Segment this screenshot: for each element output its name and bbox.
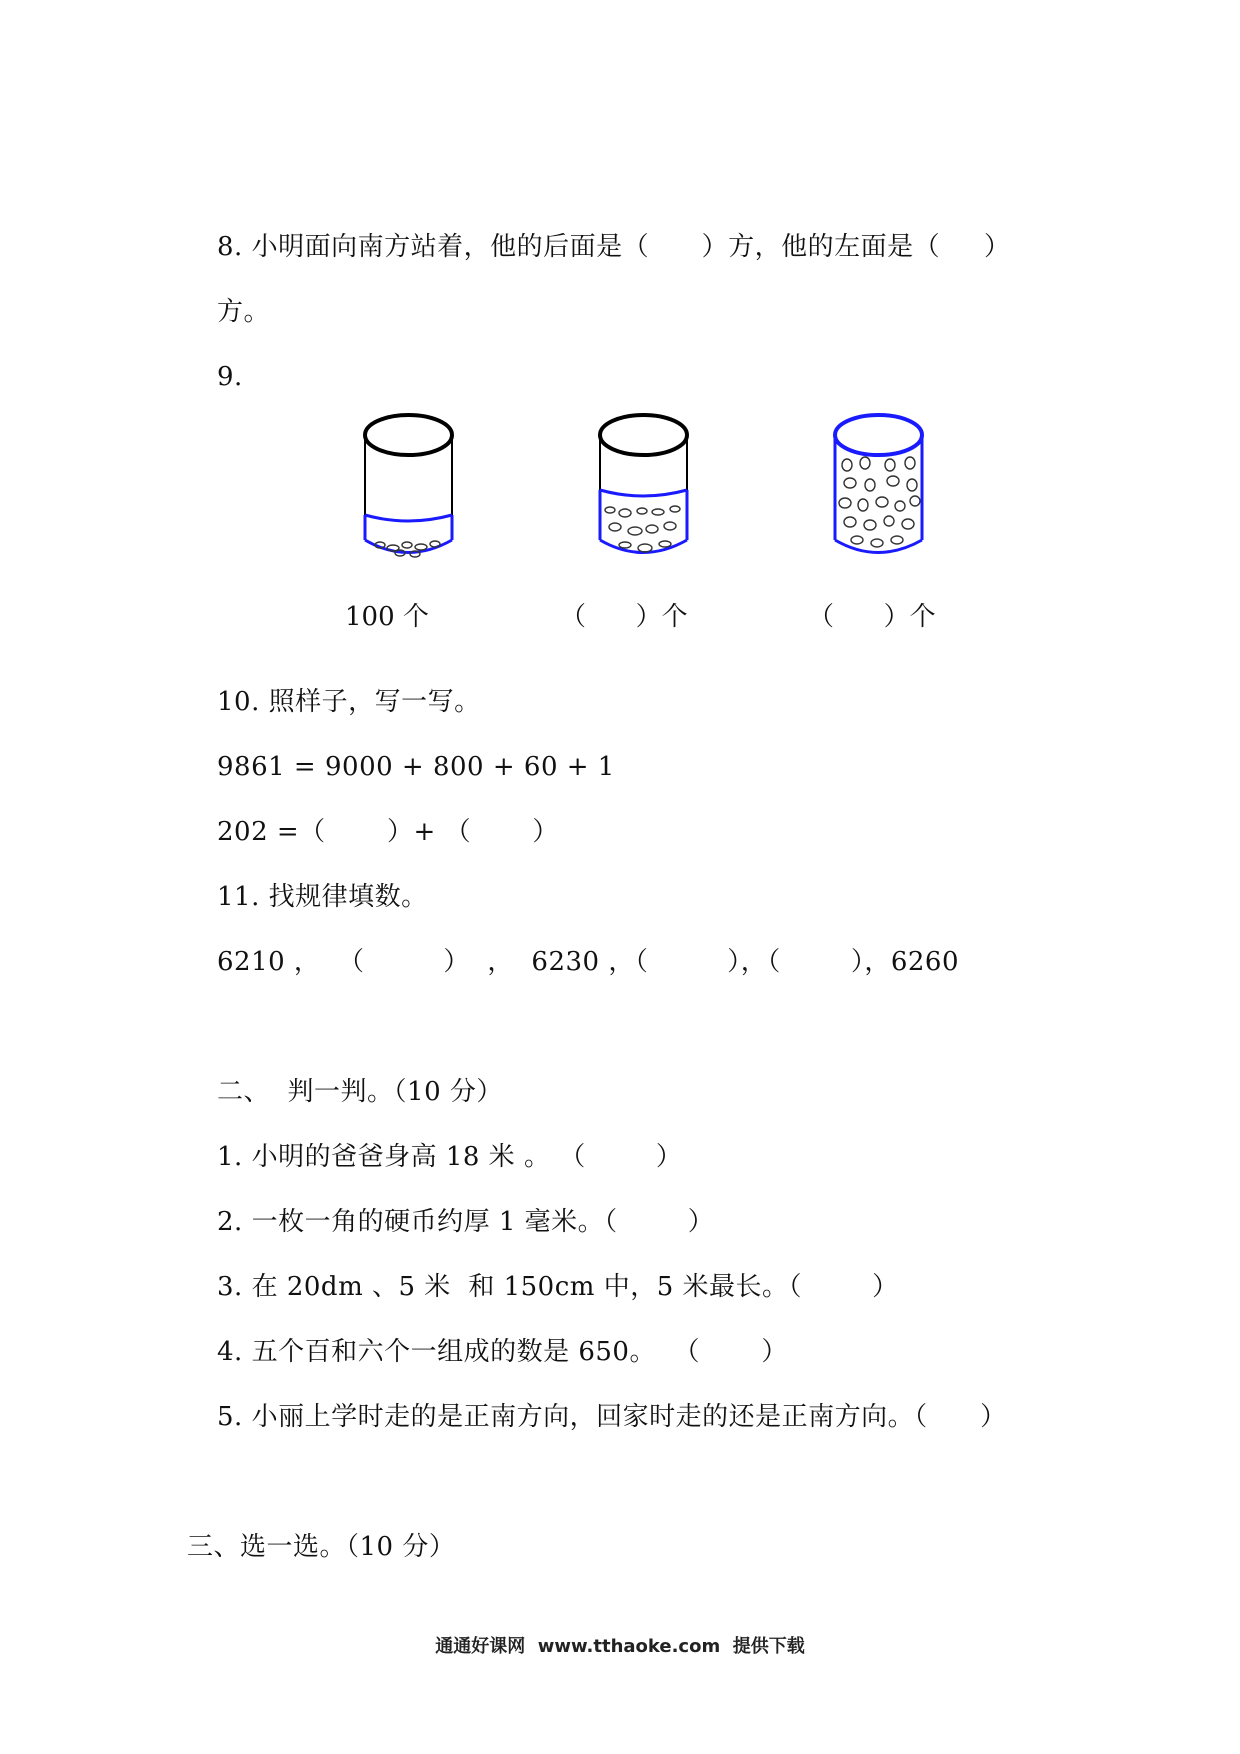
jar-medium-icon <box>590 405 700 565</box>
footer-text: 通通好课网 www.tthaoke.com 提供下载 <box>435 1636 805 1657</box>
q10-example: 9861 = 9000 + 800 + 60 + 1 <box>217 752 615 782</box>
q8-line-2: 方。 <box>217 297 271 327</box>
section2-item-2: 2. 一枚一角的硬币约厚 1 毫米。（ ） <box>217 1207 715 1237</box>
q8-line-1: 8. 小明面向南方站着，他的后面是（ ）方，他的左面是（ ） <box>217 232 1011 262</box>
jar-caption-3: （ ）个 <box>808 602 936 632</box>
q10-task: 202 =（ ）+ （ ） <box>217 817 559 847</box>
section2-item-4: 4. 五个百和六个一组成的数是 650。 （ ） <box>217 1337 788 1367</box>
q11-title: 11. 找规律填数。 <box>217 882 428 912</box>
q10-title: 10. 照样子，写一写。 <box>217 687 481 717</box>
jar-caption-2: （ ）个 <box>560 602 688 632</box>
section2-item-5: 5. 小丽上学时走的是正南方向，回家时走的还是正南方向。（ ） <box>217 1402 1007 1432</box>
jar-full-icon <box>825 405 935 565</box>
q11-sequence: 6210 ， （ ） ， 6230 ，（ ），（ ），6260 <box>217 947 960 977</box>
section2-item-3: 3. 在 20dm 、5 米 和 150cm 中，5 米最长。（ ） <box>217 1272 899 1302</box>
section3-title: 三、选一选。（10 分） <box>187 1532 456 1562</box>
jar-100-icon <box>355 405 465 565</box>
q9-label: 9. <box>217 362 243 392</box>
jar-caption-1: 100 个 <box>345 602 429 632</box>
section2-title: 二、 判一判。（10 分） <box>217 1077 503 1107</box>
section2-item-1: 1. 小明的爸爸身高 18 米 。 （ ） <box>217 1142 683 1172</box>
